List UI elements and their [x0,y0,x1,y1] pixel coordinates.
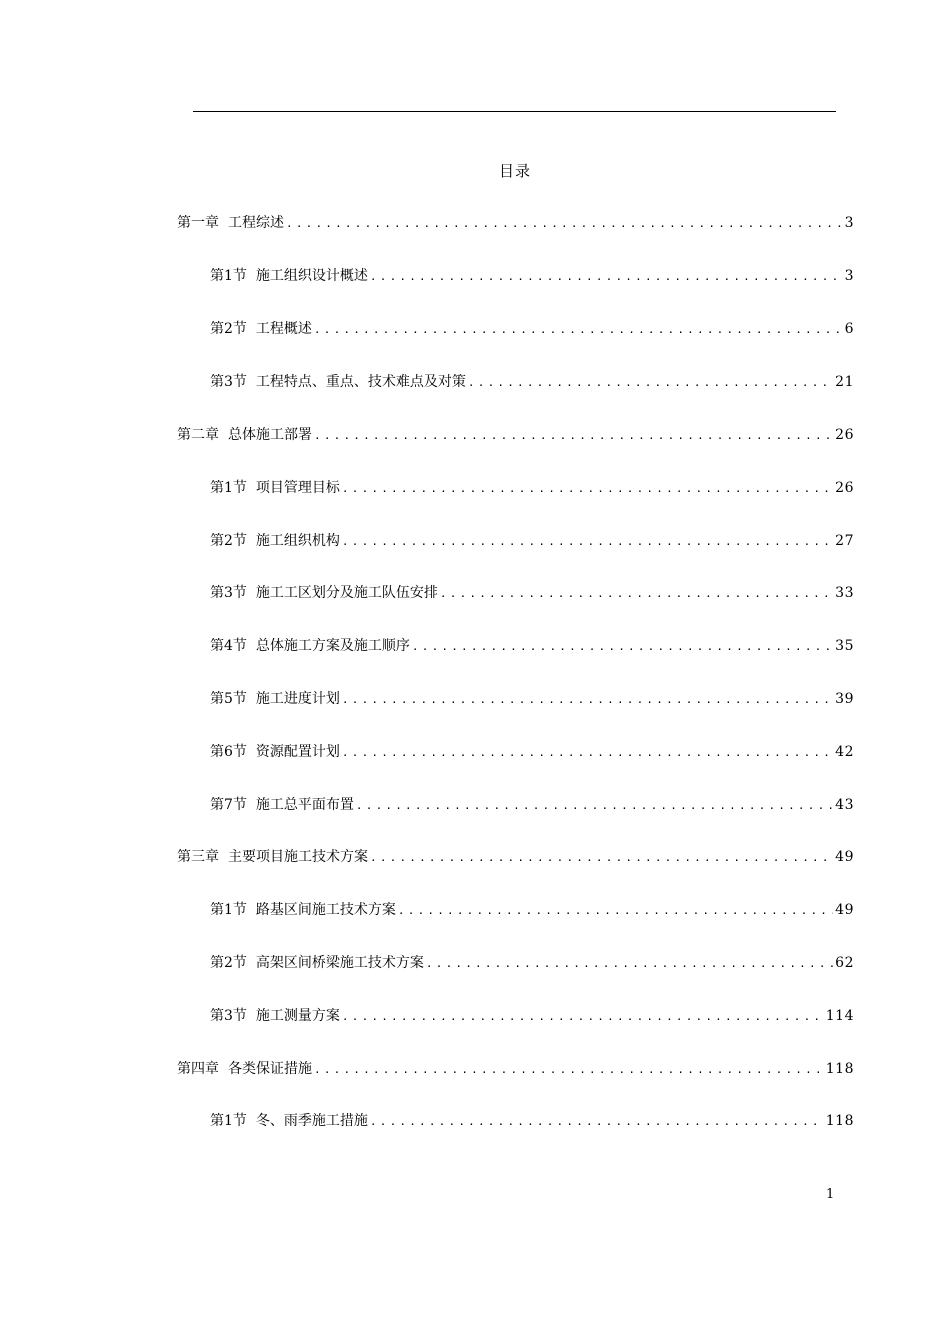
toc-dot-leader [342,743,833,763]
toc-dot-leader [370,1112,824,1132]
toc-dot-leader [286,214,843,234]
toc-entry-page: 33 [835,585,854,601]
toc-entry-page: 3 [844,268,854,284]
toc-entry[interactable] [210,795,854,815]
toc-entry-number: 第7节 [210,797,247,813]
toc-entry-page: 114 [825,1008,854,1024]
toc-entry-page: 27 [835,533,854,549]
toc-entry-page: 26 [835,480,854,496]
toc-dot-leader [370,848,833,868]
toc-dot-leader [314,426,833,446]
toc-entry-title: 施工进度计划 [255,691,340,707]
toc-entry-page: 6 [844,321,854,337]
toc-entry-page: 26 [835,427,854,443]
toc-entry-page: 3 [844,215,854,231]
toc-entry-title: 主要项目施工技术方案 [228,849,368,865]
toc-entry-number: 第1节 [210,902,247,918]
toc-entry[interactable] [210,583,854,603]
toc-entry-number: 第2节 [210,321,247,337]
toc-entry-number: 第一章 [177,215,219,231]
toc-entry-title: 各类保证措施 [228,1061,312,1077]
toc-entry-title: 工程综述 [228,215,284,231]
toc-entry-number: 第3节 [210,585,247,601]
toc-entry-page: 39 [835,691,854,707]
toc-entry[interactable] [210,531,854,551]
toc-dot-leader [314,320,843,340]
toc-entry-number: 第1节 [210,1113,247,1129]
toc-dot-leader [440,584,833,604]
toc-entry[interactable] [177,213,854,233]
toc-entry[interactable] [210,953,854,973]
toc-entry-title: 施工组织设计概述 [255,268,368,284]
toc-entry-number: 第2节 [210,533,247,549]
toc-entry-number: 第3节 [210,1008,247,1024]
toc-entry-page: 35 [835,638,854,654]
toc-dot-leader [398,901,833,921]
toc-entry-number: 第2节 [210,955,247,971]
toc-entry-page: 42 [835,744,854,760]
toc-entry-title: 总体施工部署 [228,427,312,443]
toc-entry-page: 118 [825,1113,854,1129]
toc-entry[interactable] [210,372,854,392]
page-number: 1 [826,1187,835,1202]
toc-dot-leader [426,954,833,974]
toc-entry-number: 第四章 [177,1061,219,1077]
toc-entry-title: 施工总平面布置 [255,797,354,813]
toc-entry-number: 第三章 [177,849,219,865]
toc-dot-leader [314,1060,824,1080]
toc-entry[interactable] [210,478,854,498]
toc-entry-page: 62 [835,955,854,971]
toc-dot-leader [370,267,843,287]
toc-dot-leader [412,637,833,657]
toc-entry-number: 第1节 [210,480,247,496]
toc-entry-number: 第1节 [210,268,247,284]
toc-dot-leader [342,532,833,552]
toc-entry-title: 工程特点、重点、技术难点及对策 [255,374,466,390]
toc-title: 目录 [498,162,531,180]
toc-entry[interactable] [177,425,854,445]
toc-entry[interactable] [210,319,854,339]
toc-entry[interactable] [210,1111,854,1131]
toc-entry[interactable] [210,900,854,920]
toc-entry-title: 工程概述 [255,321,312,337]
toc-entry-number: 第6节 [210,744,247,760]
toc-entry[interactable] [210,266,854,286]
toc-dot-leader [342,1007,824,1027]
toc-dot-leader [342,479,833,499]
toc-entry[interactable] [177,847,854,867]
toc-dot-leader [356,796,833,816]
toc-entry-page: 118 [825,1061,854,1077]
toc-entry[interactable] [210,636,854,656]
toc-entry-title: 施工测量方案 [255,1008,340,1024]
toc-dot-leader [342,690,833,710]
toc-entry-page: 21 [835,374,854,390]
toc-entry-title: 施工组织机构 [255,533,340,549]
toc-entry-page: 49 [835,849,854,865]
toc-entry-number: 第3节 [210,374,247,390]
toc-entry-title: 项目管理目标 [255,480,340,496]
toc-entry-title: 施工工区划分及施工队伍安排 [255,585,438,601]
toc-entry-number: 第5节 [210,691,247,707]
toc-entry-title: 路基区间施工技术方案 [255,902,396,918]
toc-entry-number: 第4节 [210,638,247,654]
toc-entry-title: 冬、雨季施工措施 [255,1113,368,1129]
toc-entry[interactable] [210,689,854,709]
toc-entry-title: 总体施工方案及施工顺序 [255,638,410,654]
toc-entry-title: 资源配置计划 [255,744,340,760]
toc-entry-page: 43 [835,797,854,813]
toc-dot-leader [468,373,833,393]
toc-entry-title: 高架区间桥梁施工技术方案 [255,955,424,971]
toc-entry[interactable] [177,1059,854,1079]
toc-entry[interactable] [210,742,854,762]
toc-entry-number: 第二章 [177,427,219,443]
toc-entry-page: 49 [835,902,854,918]
toc-entry[interactable] [210,1006,854,1026]
